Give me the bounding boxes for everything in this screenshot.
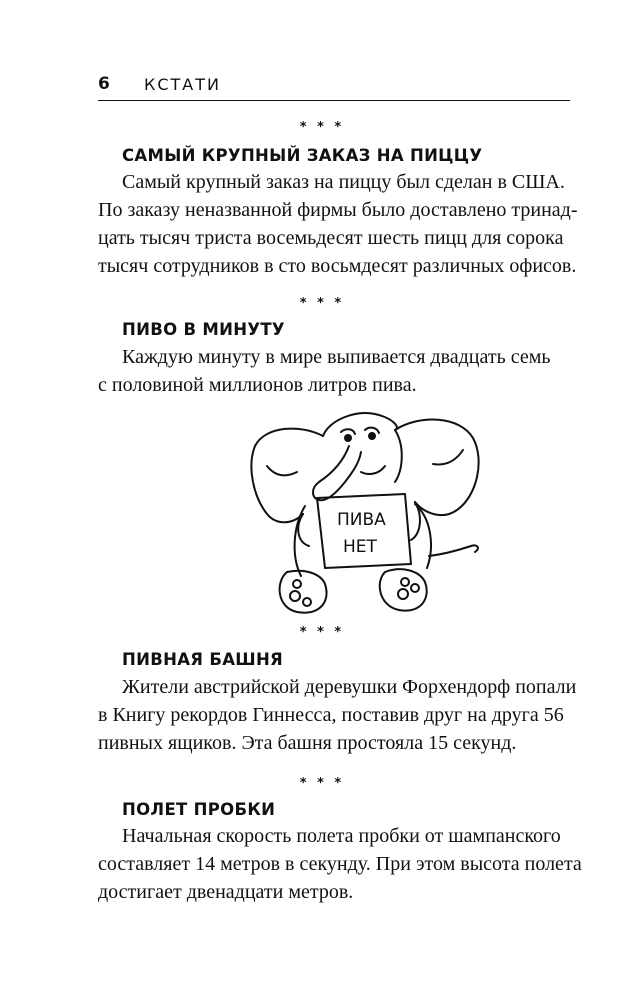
running-head [98,74,570,101]
section-separator: * * * [299,296,345,311]
article-text [98,168,578,280]
article-text [98,673,577,757]
text-line: Начальная скорость полета пробки от шампанского [122,825,561,847]
left-foot [280,571,327,613]
text-line: пивных ящиков. Эта башня простояла 15 секунд. [98,732,517,754]
text-line: с половиной миллионов литров пива. [98,374,417,396]
text-line: цать тысяч триста восемьдесят шесть пицц для сорока [98,227,564,249]
text-line: в Книгу рекордов Гиннесса, поставив друг на друга 56 [98,704,564,726]
trunk [313,446,361,500]
text-line: Самый крупный заказ на пиццу был сделан в США. [122,171,565,193]
right-ear [395,420,479,516]
section-separator: * * * [299,625,345,640]
article-title: ПОЛЕТ ПРОБКИ [122,800,276,819]
elephant-illustration [245,406,485,618]
text-line: тысяч сотрудников в сто восьмдесят различных офисов. [98,255,577,277]
tail [429,545,478,556]
text-line: составляет 14 метров в секунду. При этом высота полета [98,853,582,875]
article-title: САМЫЙ КРУПНЫЙ ЗАКАЗ НА ПИЦЦУ [122,146,483,165]
text-line: Каждую минуту в мире выпивается двадцать семь [122,346,551,368]
section-separator: * * * [299,120,345,135]
article-text [98,822,582,906]
page-number: 6 [98,74,110,94]
text-line: достигает двенадцати метров. [98,881,354,903]
text-line: Жители австрийской деревушки Форхендорф попали [122,676,577,698]
sign-text-line1: ПИВА [337,510,386,530]
text-line: По заказу неназванной фирмы было доставлено тринад- [98,199,578,221]
running-head-title: КСТАТИ [144,75,221,94]
article-title: ПИВНАЯ БАШНЯ [122,650,284,669]
article-text [98,343,570,399]
article-title: ПИВО В МИНУТУ [122,320,285,339]
sign-text-line2: НЕТ [343,537,377,557]
section-separator: * * * [299,776,345,791]
